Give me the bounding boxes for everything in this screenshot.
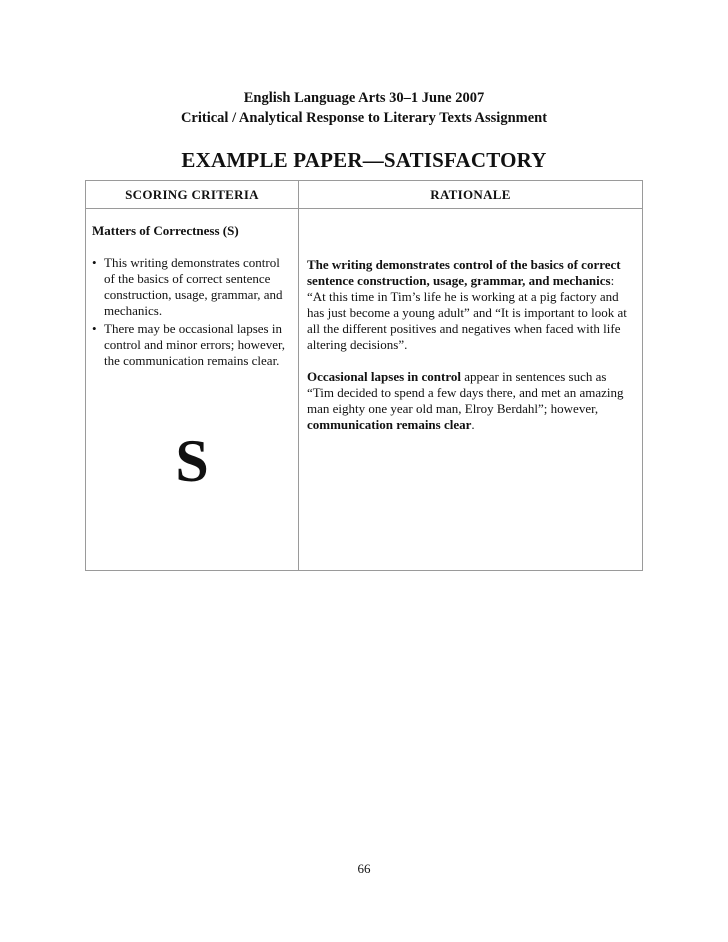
table-header-row [86,181,643,209]
score-letter: S [175,428,209,494]
rationale-header: RATIONALE [299,181,643,209]
page-number: 66 [357,861,371,876]
rationale-paragraph-1 [307,257,634,353]
assignment-line: Critical / Analytical Response to Literary Texts Assignment [180,110,548,126]
criteria-text: This writing demonstrates control of the basics of correct sentence construction, usage, grammar, and mechanics. [104,255,283,318]
rationale-paragraph-2 [307,369,634,433]
table-body-row [86,209,643,571]
rationale-emphasis: communication remains clear [307,417,472,432]
rationale-text: : “At this time in Tim’s life he is working at a pig factory and has just become a young adult” and “It is important to look at all the different positives and negatives when faced with life altering decisions”. [307,273,627,352]
page-header [0,88,728,173]
paper-title: EXAMPLE PAPER—SATISFACTORY [181,148,547,172]
rationale-emphasis: The writing demonstrates control of the basics of correct sentence construction, usage, grammar, and mechanics [307,257,621,288]
bullet-icon: • [92,321,97,336]
rationale-text: appear in sentences such as “Tim decided to spend a few days there, and met an amazing man eighty one year old man, Elroy Berdahl”; however, [307,369,624,416]
scoring-criteria-header: SCORING CRITERIA [86,181,299,209]
course-line: English Language Arts 30–1 June 2007 [243,90,485,106]
criteria-cell [86,209,299,571]
criteria-item [92,321,292,369]
criteria-item [92,255,292,319]
section-title: Matters of Correctness (S) [92,223,239,238]
bullet-icon: • [92,255,97,270]
rationale-emphasis: Occasional lapses in control [307,369,461,384]
scoring-table [85,180,643,571]
criteria-list [92,255,292,369]
rationale-text: . [471,417,475,432]
rationale-cell [299,209,643,571]
criteria-text: There may be occasional lapses in control and minor errors; however, the communication remains clear. [104,321,286,368]
